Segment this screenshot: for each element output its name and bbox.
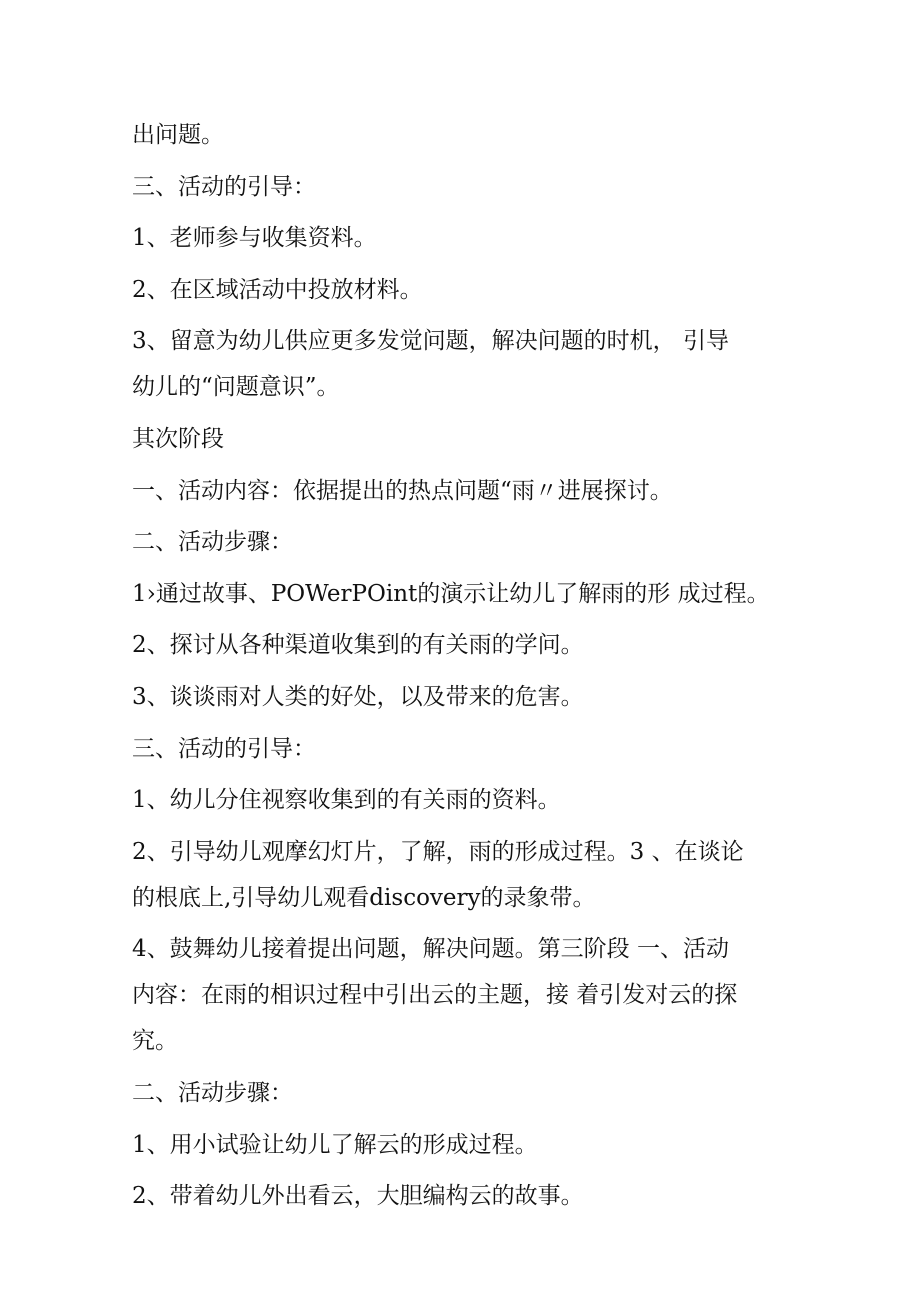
paragraph-11 [132, 726, 792, 772]
paragraph-6 [132, 468, 792, 514]
paragraph-1 [132, 164, 792, 210]
list-item-continuation: 幼儿的“问题意识”。 [132, 374, 340, 401]
list-item-continuation: 内容：在雨的相识过程中引出云的主题，接 着引发对云的探 [132, 982, 738, 1009]
list-item: 1›通过故事、POWerPOint的演示让幼儿了解雨的形 成过程。 [132, 580, 770, 607]
paragraph-14 [132, 926, 792, 1064]
list-item: 2、引导幼儿观摩幻灯片，了解，雨的形成过程。3 、在谈论 [132, 838, 744, 865]
text-line: 出问题。 [132, 122, 224, 148]
paragraph-9 [132, 622, 792, 668]
list-item: 1、老师参与收集资料。 [132, 225, 377, 252]
section-heading: 一、活动内容：依据提出的热点问题“雨〃进展探讨。 [132, 477, 673, 504]
section-heading: 三、活动的引导： [132, 735, 316, 762]
list-item: 1、幼儿分住视察收集到的有关雨的资料。 [132, 787, 561, 814]
paragraph-13 [132, 829, 792, 921]
section-heading: 三、活动的引导： [132, 173, 316, 200]
list-item: 4、鼓舞幼儿接着提出问题，解决问题。第三阶段 一、活动 [132, 936, 729, 963]
paragraph-16 [132, 1122, 792, 1168]
paragraph-3 [132, 267, 792, 313]
paragraph-12 [132, 777, 792, 823]
section-heading: 二、活动步骤： [132, 529, 293, 556]
list-item-continuation: 究。 [132, 1028, 178, 1055]
list-item: 3、谈谈雨对人类的好处，以及带来的危害。 [132, 683, 584, 710]
section-heading: 二、活动步骤： [132, 1079, 293, 1106]
list-item-continuation: 的根底上,引导幼儿观看discovery的录象带。 [132, 884, 596, 911]
list-item: 2、在区域活动中投放材料。 [132, 276, 423, 303]
list-item: 3、留意为幼儿供应更多发觉问题，解决问题的时机， 引导 [132, 328, 729, 355]
list-item: 2、探讨从各种渠道收集到的有关雨的学问。 [132, 632, 584, 659]
paragraph-5 [132, 416, 792, 462]
document-page [132, 112, 792, 1225]
paragraph-2 [132, 215, 792, 261]
paragraph-4 [132, 318, 792, 410]
paragraph-0 [132, 112, 792, 158]
list-item: 2、带着幼儿外出看云，大胆编构云的故事。 [132, 1183, 584, 1210]
stage-heading: 其次阶段 [132, 425, 224, 452]
paragraph-8 [132, 571, 792, 617]
paragraph-17 [132, 1173, 792, 1219]
paragraph-10 [132, 674, 792, 720]
paragraph-7 [132, 519, 792, 565]
list-item: 1、用小试验让幼儿了解云的形成过程。 [132, 1131, 538, 1158]
paragraph-15 [132, 1070, 792, 1116]
